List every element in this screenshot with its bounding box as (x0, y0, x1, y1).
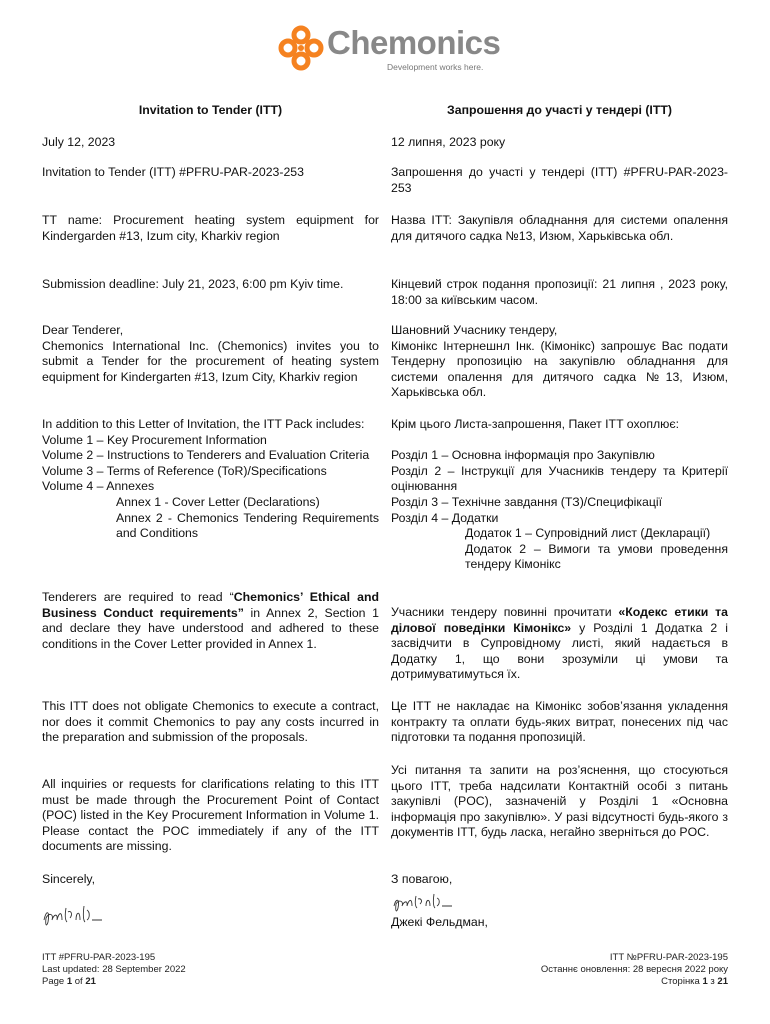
itt-name-en: TT name: Procurement heating system equipment for Kindergarden #13, Izum city, Kharkiv region (42, 213, 379, 243)
pack-intro-en: In addition to this Letter of Invitation, the ITT Pack includes: (42, 417, 365, 431)
volume-1-en: Volume 1 – Key Procurement Information (42, 432, 267, 447)
ethics-pre-uk: Учасники тендеру повинні прочитати (391, 605, 619, 619)
volume-1-uk: Розділ 1 – Основна інформація про Закупівлю (391, 448, 655, 463)
volume-2-uk: Розділ 2 – Інструкції для Учасників тендеру та Критерії оцінювання (391, 463, 728, 494)
chemonics-logo (277, 22, 501, 74)
footer-en (42, 952, 342, 988)
signature-uk-icon (390, 890, 454, 916)
date-uk: 12 липня, 2023 року (391, 135, 506, 149)
volume-4-en: Volume 4 – Annexes (42, 479, 155, 494)
footer-page-of-en: of (72, 976, 86, 987)
ethics-post-uk: у Розділі 1 Додатка 2 і засвідчити в Супровідному листі, який надається в Додатку 1, що вони зрозуміли ці умови та дотримуватимуться їх. (391, 620, 728, 682)
ethics-bold-en: Chemonics’ Ethical and Business Conduct requirements” (42, 590, 379, 620)
closing-uk: З повагою, (391, 872, 453, 886)
obligation-en: This ITT does not obligate Chemonics to execute a contract, nor does it commit Chemonics to pay any costs incurred in the preparation and submission of the proposals. (42, 699, 379, 745)
intro-en: Chemonics International Inc. (Chemonics) invites you to submit a Tender for the procurement of heating system equipment for Kindergarten #13, Izum City, Kharkiv region (42, 338, 379, 384)
annex-1-uk: Додаток 1 – Супровідний лист (Декларації) (465, 526, 711, 541)
deadline-en: Submission deadline: July 21, 2023, 6:00 pm Kyiv time. (42, 277, 344, 291)
obligation-uk: Це ITT не накладає на Кімонікс зобов’язання укладення контракту та оплати будь-яких витрат, понесених під час підготовки та подання пропозицій. (391, 699, 728, 745)
logo-tagline: Development works here. (387, 62, 484, 72)
signature-en-icon (40, 900, 104, 930)
ethics-bold-uk: «Кодекс етики та ділової поведінки Кімонікс» (391, 605, 728, 635)
intro-block-uk (391, 323, 728, 401)
footer-updated-uk: Останнє оновлення: 28 вересня 2022 року (540, 964, 728, 975)
footer-page-total-uk: 21 (717, 976, 728, 987)
volume-4-uk: Розділ 4 – Додатки (391, 510, 499, 525)
itt-name-uk: Назва ITT: Закупівля обладнання для системи опалення для дитячого садка №13, Изюм, Харьківська обл. (391, 213, 728, 243)
date-en: July 12, 2023 (42, 135, 116, 149)
signer-name-uk: Джекі Фельдман, (391, 915, 488, 929)
ethics-post-en: in Annex 2, Section 1 and declare they have understood and adhered to these conditions in the Cover Letter provided in Annex 1. (42, 605, 379, 651)
pack-list-uk (391, 417, 728, 573)
footer-page-num-en: 1 (66, 976, 73, 987)
deadline-uk: Кінцевий строк подання пропозиції: 21 липня , 2023 року, 18:00 за київським часом. (391, 277, 728, 307)
ethics-paragraph-en (42, 590, 379, 652)
pack-list-en (42, 417, 379, 542)
annex-2-en: Annex 2 - Chemonics Tendering Requirements and Conditions (116, 510, 379, 541)
footer-page-label-uk: Сторінка (661, 976, 703, 987)
ethics-paragraph-uk (391, 605, 728, 683)
annex-1-en: Annex 1 - Cover Letter (Declarations) (116, 494, 320, 509)
footer-page-label-en: Page (42, 976, 67, 987)
intro-uk: Кімонікс Інтернешнл Інк. (Кімонікс) запрошує Вас подати Тендерну пропозицію на закупівлю обладнання для системи опалення для дитячого садка №13, Изюм, Харьківська обл. (391, 338, 728, 400)
ethics-pre-en: Tenderers are required to read “ (42, 590, 234, 604)
footer-uk (428, 952, 728, 988)
closing-en: Sincerely, (42, 872, 96, 886)
heading-en: Invitation to Tender (ITT) (138, 103, 283, 117)
footer-page-of-uk: з (707, 976, 718, 987)
salutation-uk: Шановний Учаснику тендеру, (391, 323, 558, 337)
annex-2-uk: Додаток 2 – Вимоги та умови проведення тендеру Кімонікс (465, 541, 728, 572)
intro-block-en (42, 323, 379, 385)
volume-3-uk: Розділ 3 – Технічне завдання (ТЗ)/Специфікації (391, 494, 663, 509)
footer-ref-uk: ITT №PFRU-PAR-2023-195 (609, 952, 728, 963)
inquiries-en: All inquiries or requests for clarifications relating to this ITT must be made through the Procurement Point of Contact (POC) listed in the Key Procurement Information in Volume 1. Please contact the POC immediately if any of the ITT documents are missing. (42, 777, 379, 854)
heading-uk: Запрошення до участі у тендері (ITT) (447, 103, 672, 117)
footer-page-total-en: 21 (85, 976, 96, 987)
pack-intro-uk: Крім цього Листа-запрошення, Пакет ITT охоплює: (391, 417, 680, 431)
footer-page-num-uk: 1 (702, 976, 708, 987)
itt-ref-en: Invitation to Tender (ITT) #PFRU-PAR-2023-253 (42, 165, 304, 179)
volume-3-en: Volume 3 – Terms of Reference (ToR)/Specifications (42, 463, 327, 478)
salutation-en: Dear Tenderer, (42, 323, 124, 337)
inquiries-uk: Усі питання та запити на роз’яснення, що стосуються цього ITT, треба надсилати Контактній особі з питань закупівлі (POC), зазначеній у Розділі 1 «Основна інформація про закупівлю». У разі відсутності будь-якого з документів ITT, будь ласка, негайно зверніться до POC. (391, 763, 728, 840)
footer-updated-en: Last updated: 28 September 2022 (42, 964, 186, 975)
footer-page-en (42, 976, 342, 988)
itt-ref-uk: Запрошення до участі у тендері (ITT) #PFRU-PAR-2023-253 (391, 165, 728, 195)
chemonics-logo-mark-icon (277, 24, 325, 72)
volume-2-en: Volume 2 – Instructions to Tenderers and Evaluation Criteria (42, 448, 370, 463)
footer-page-uk (428, 976, 728, 988)
footer-ref-en: ITT #PFRU-PAR-2023-195 (42, 952, 156, 963)
logo-wordmark: Chemonics (327, 24, 501, 61)
